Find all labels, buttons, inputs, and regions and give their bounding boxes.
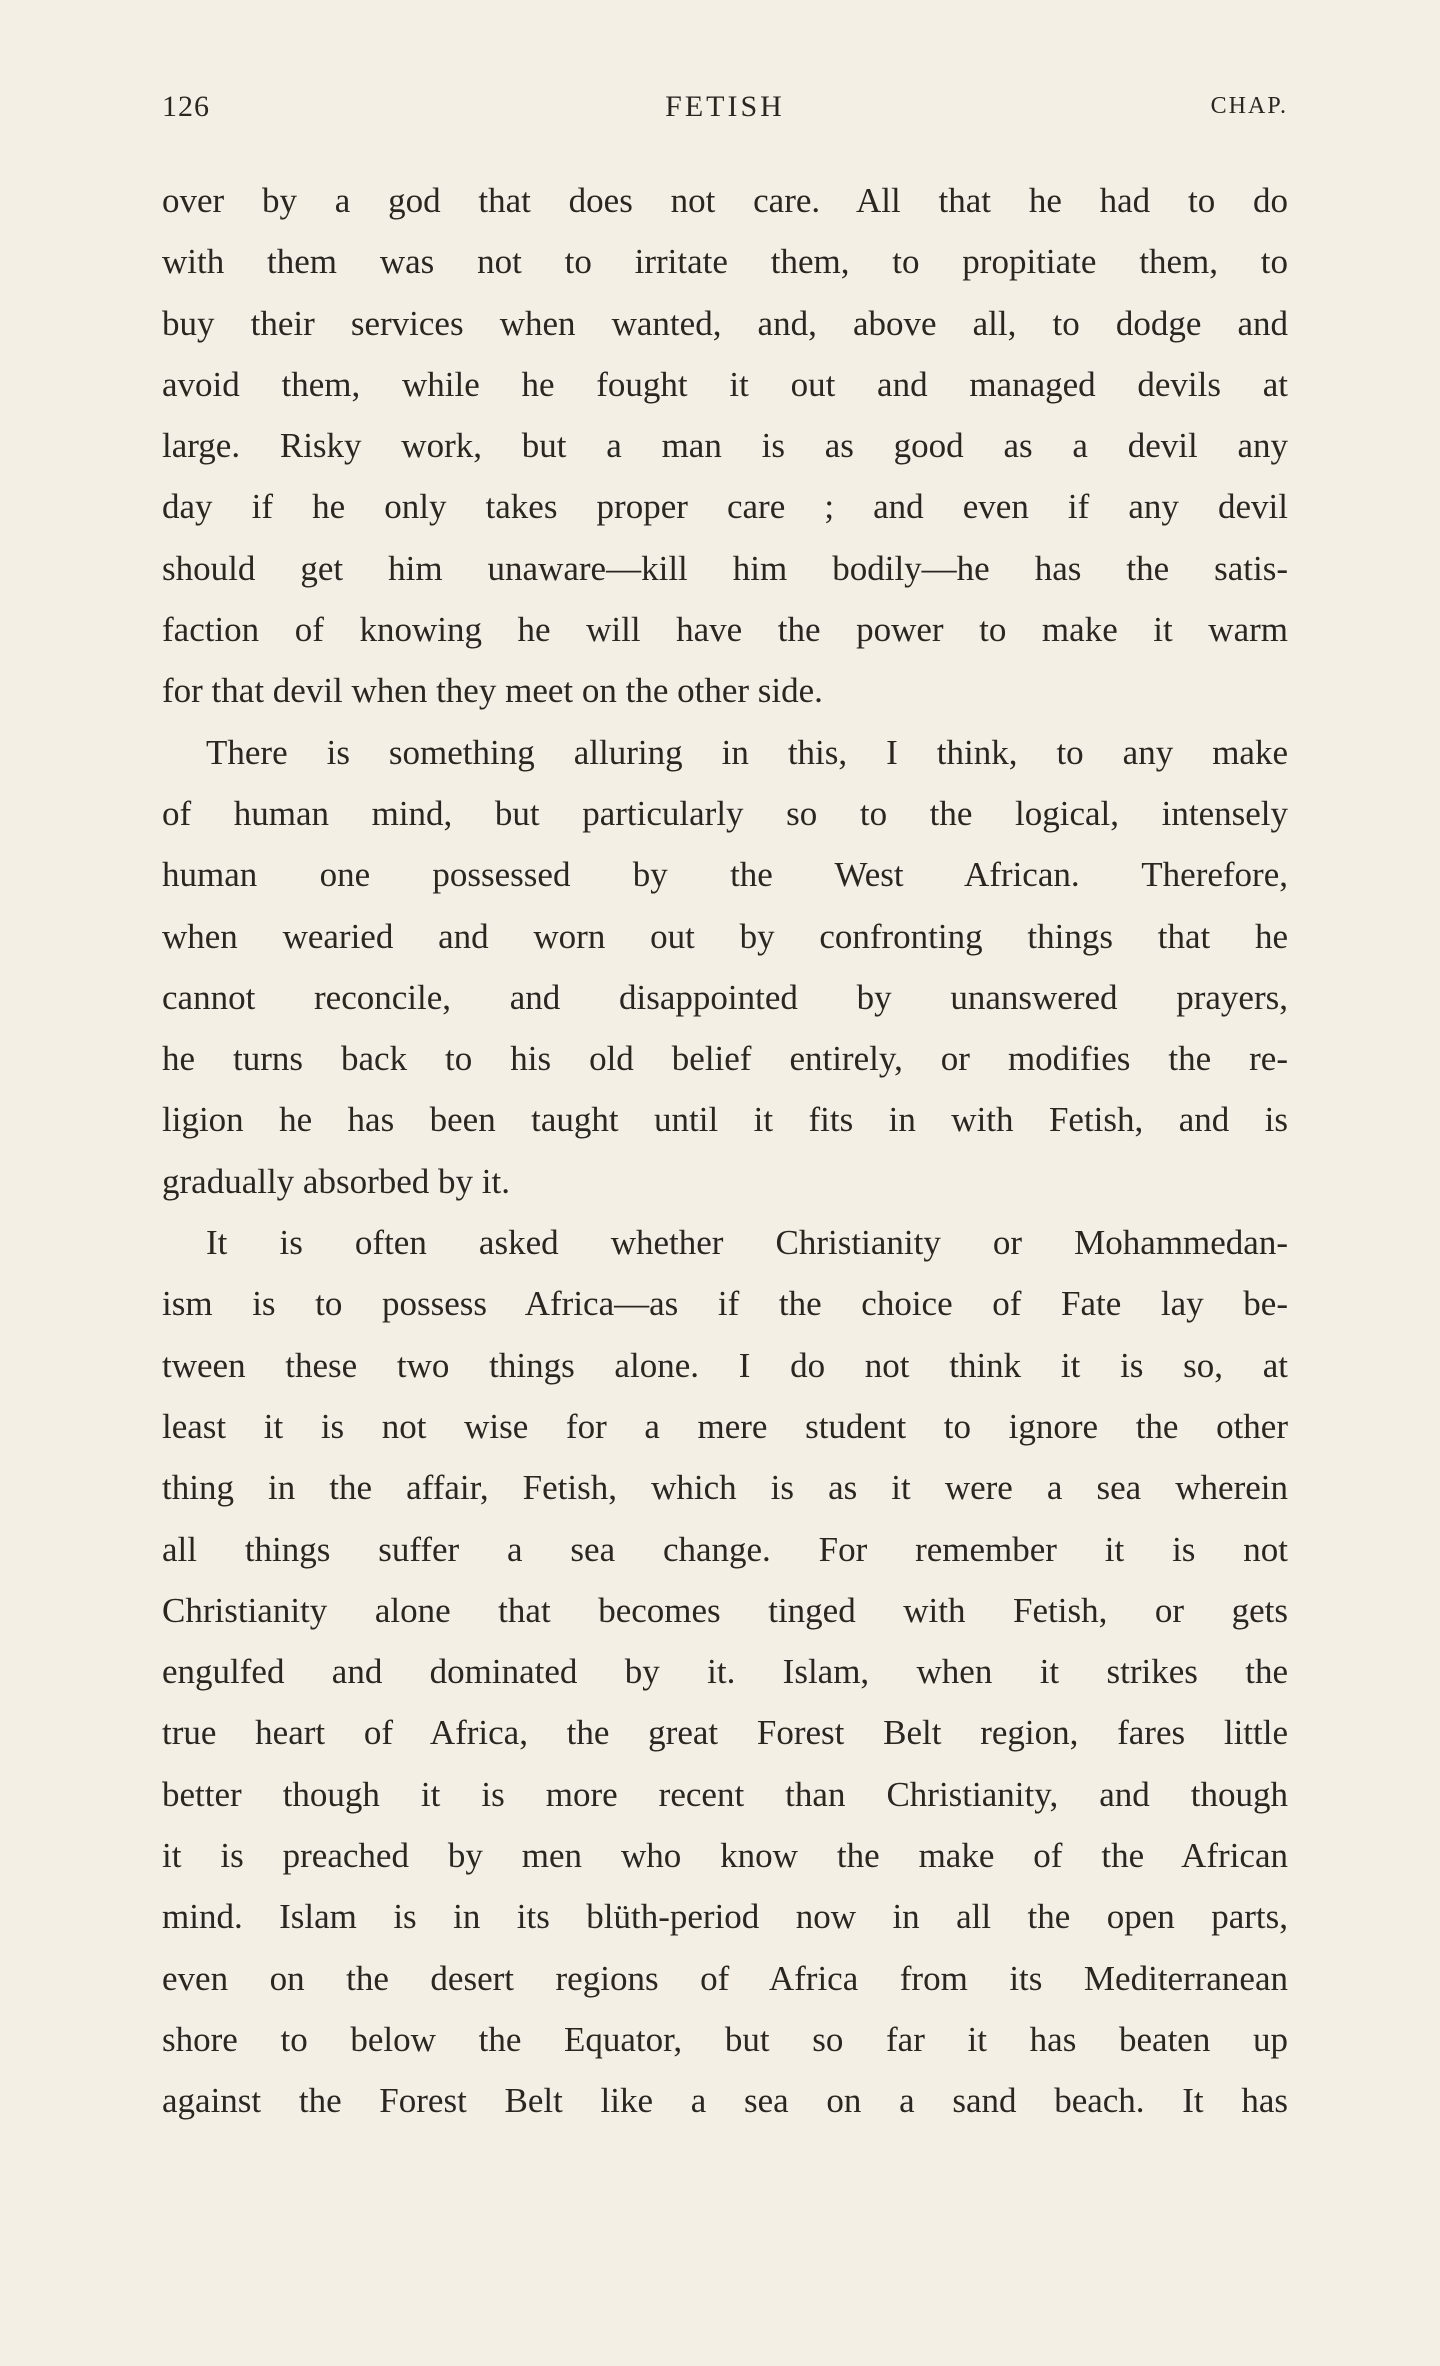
running-title: FETISH <box>665 90 785 123</box>
chapter-label: CHAP. <box>1210 93 1288 119</box>
body-text <box>162 170 1288 2132</box>
text-line: he turns back to his old belief entirely, or modifies the re- <box>162 1039 1288 1079</box>
text-line: it is preached by men who know the make of the African <box>162 1836 1288 1876</box>
text-line: Christianity alone that becomes tinged with Fetish, or gets <box>162 1590 1288 1630</box>
text-line: day if he only takes proper care ; and even if any devil <box>162 487 1288 527</box>
text-line: buy their services when wanted, and, above all, to dodge and <box>162 303 1288 343</box>
text-line: over by a god that does not care. All that he had to do <box>162 181 1288 220</box>
text-line: faction of knowing he will have the power to make it warm <box>162 610 1288 650</box>
text-line: with them was not to irritate them, to propitiate them, to <box>162 242 1288 282</box>
running-head <box>162 90 1288 130</box>
text-line: cannot reconcile, and disappointed by unanswered prayers, <box>162 977 1288 1017</box>
text-line: for that devil when they meet on the other side. <box>162 671 823 711</box>
text-line: It is often asked whether Christianity or Mohammedan- <box>206 1223 1288 1263</box>
text-line: thing in the affair, Fetish, which is as it were a sea wherein <box>162 1468 1288 1508</box>
text-line: true heart of Africa, the great Forest Belt region, fares little <box>162 1713 1288 1753</box>
text-line: all things suffer a sea change. For remember it is not <box>162 1529 1288 1569</box>
text-line: large. Risky work, but a man is as good as a devil any <box>162 426 1288 466</box>
page-number: 126 <box>162 90 210 123</box>
text-line: gradually absorbed by it. <box>162 1161 510 1201</box>
text-line: against the Forest Belt like a sea on a sand beach. It has <box>162 2081 1288 2121</box>
text-line: tween these two things alone. I do not think it is so, at <box>162 1345 1288 1385</box>
text-line: least it is not wise for a mere student to ignore the other <box>162 1406 1288 1446</box>
text-line: should get him unaware—kill him bodily—he has the satis- <box>162 548 1288 588</box>
text-line: engulfed and dominated by it. Islam, when it strikes the <box>162 1652 1288 1692</box>
text-line: avoid them, while he fought it out and managed devils at <box>162 364 1288 404</box>
text-line: better though it is more recent than Christianity, and though <box>162 1774 1288 1814</box>
text-line: ism is to possess Africa—as if the choice of Fate lay be- <box>162 1284 1288 1324</box>
text-line: shore to below the Equator, but so far it has beaten up <box>162 2019 1288 2059</box>
text-line: There is something alluring in this, I think, to any make <box>206 732 1288 772</box>
text-line: even on the desert regions of Africa from its Mediterranean <box>162 1958 1288 1998</box>
text-line: human one possessed by the West African. Therefore, <box>162 855 1288 895</box>
text-line: when wearied and worn out by confronting things that he <box>162 916 1288 956</box>
text-line: ligion he has been taught until it fits in with Fetish, and is <box>162 1100 1288 1140</box>
text-line: of human mind, but particularly so to the logical, intensely <box>162 793 1288 833</box>
text-line: mind. Islam is in its blüth-period now in all the open parts, <box>162 1897 1288 1937</box>
